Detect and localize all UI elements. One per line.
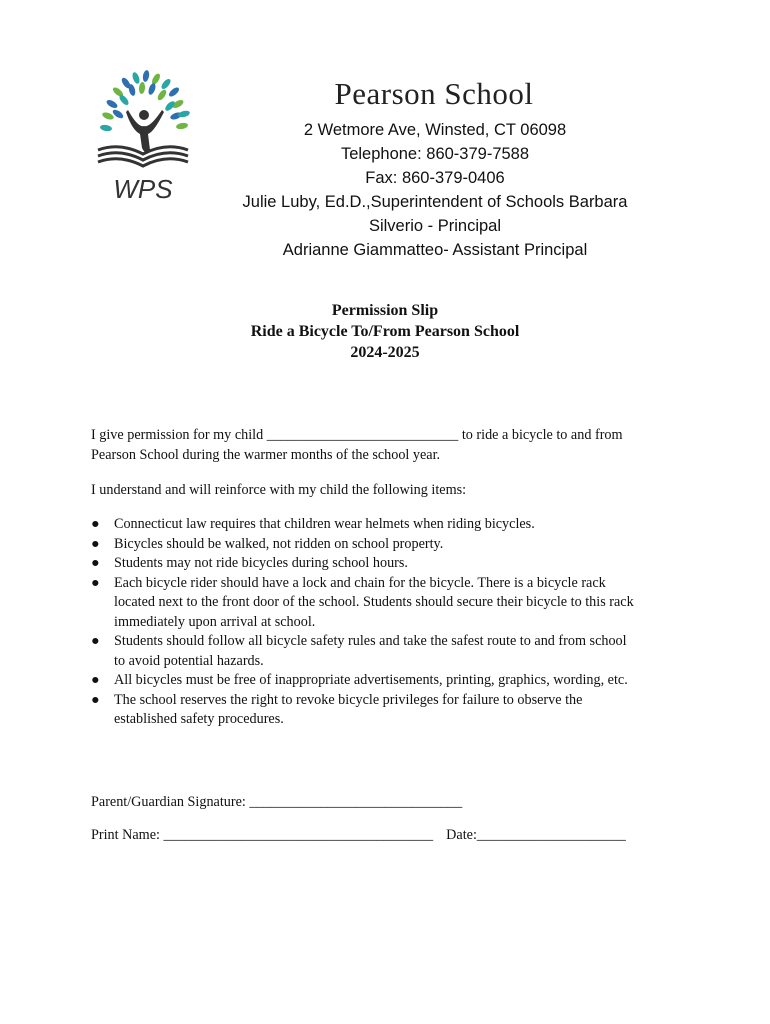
print-name-label: Print Name: bbox=[91, 827, 160, 843]
bullet-icon: ● bbox=[91, 535, 100, 552]
list-item: ● All bicycles must be free of inappropriate advertisements, printing, graphics, wording, etc. bbox=[91, 671, 691, 691]
school-telephone: Telephone: 860-379-7588 bbox=[340, 145, 530, 163]
bullet-icon: ● bbox=[91, 516, 100, 532]
staff-line-1: Julie Luby, Ed.D.,Superintendent of Schools Barbara bbox=[242, 193, 628, 211]
title-line-ride-bicycle: Ride a Bicycle To/From Pearson School bbox=[250, 323, 520, 340]
print-name-field[interactable]: ______________________________________ bbox=[163, 827, 434, 843]
list-item: ● Students should follow all bicycle safety rules and take the safest route to and from school to avoid potential hazards. bbox=[91, 633, 627, 669]
bullet-icon: ● bbox=[91, 555, 100, 571]
permission-line-1: I give permission for my child ___________________________ to ride a bicycle to and from bbox=[91, 427, 623, 443]
list-item: ● Each bicycle rider should have a lock and chain for the bicycle. There is a bicycle rack located next to the front door of the school. Students should secure their bicycle to this rack immediately upon arrival at school. bbox=[91, 574, 634, 630]
print-name-date-line bbox=[91, 827, 626, 844]
title-line-school-year: 2024-2025 bbox=[350, 344, 420, 361]
understand-statement: I understand and will reinforce with my child the following items: bbox=[91, 482, 467, 498]
document-title bbox=[0, 300, 770, 363]
parent-signature-field[interactable]: ______________________________ bbox=[249, 794, 463, 810]
staff-line-3: Adrianne Giammatteo- Assistant Principal bbox=[282, 241, 588, 259]
bullet-icon: ● bbox=[91, 691, 100, 708]
list-item: ● Connecticut law requires that children wear helmets when riding bicycles. bbox=[91, 515, 691, 535]
parent-signature-label: Parent/Guardian Signature: bbox=[91, 794, 246, 810]
logo-text: WPS bbox=[113, 174, 173, 204]
school-name: Pearson School bbox=[334, 76, 534, 111]
date-field[interactable]: _____________________ bbox=[476, 827, 626, 843]
list-item: ● Students may not ride bicycles during school hours. bbox=[91, 554, 691, 574]
permission-line-2: Pearson School during the warmer months of the school year. bbox=[91, 446, 441, 463]
rules-list bbox=[91, 515, 691, 730]
tree-book-logo-icon bbox=[88, 70, 198, 210]
figure-icon bbox=[126, 110, 164, 153]
bullet-icon: ● bbox=[91, 574, 100, 591]
permission-statement bbox=[91, 426, 691, 465]
tree-leaves bbox=[100, 70, 191, 132]
list-item: ● Bicycles should be walked, not ridden on school property. bbox=[91, 535, 691, 555]
school-fax: Fax: 860-379-0406 bbox=[365, 169, 505, 187]
date-label: Date: bbox=[446, 827, 477, 843]
parent-signature-line bbox=[91, 794, 462, 811]
staff-line-2: Silverio - Principal bbox=[368, 217, 502, 235]
bullet-icon: ● bbox=[91, 633, 100, 649]
school-address: 2 Wetmore Ave, Winsted, CT 06098 bbox=[303, 121, 567, 139]
list-item: ● The school reserves the right to revoke bicycle privileges for failure to observe the established safety procedures. bbox=[91, 691, 583, 727]
title-line-permission-slip: Permission Slip bbox=[331, 302, 439, 319]
bullet-icon: ● bbox=[91, 672, 100, 688]
school-logo bbox=[88, 70, 198, 210]
